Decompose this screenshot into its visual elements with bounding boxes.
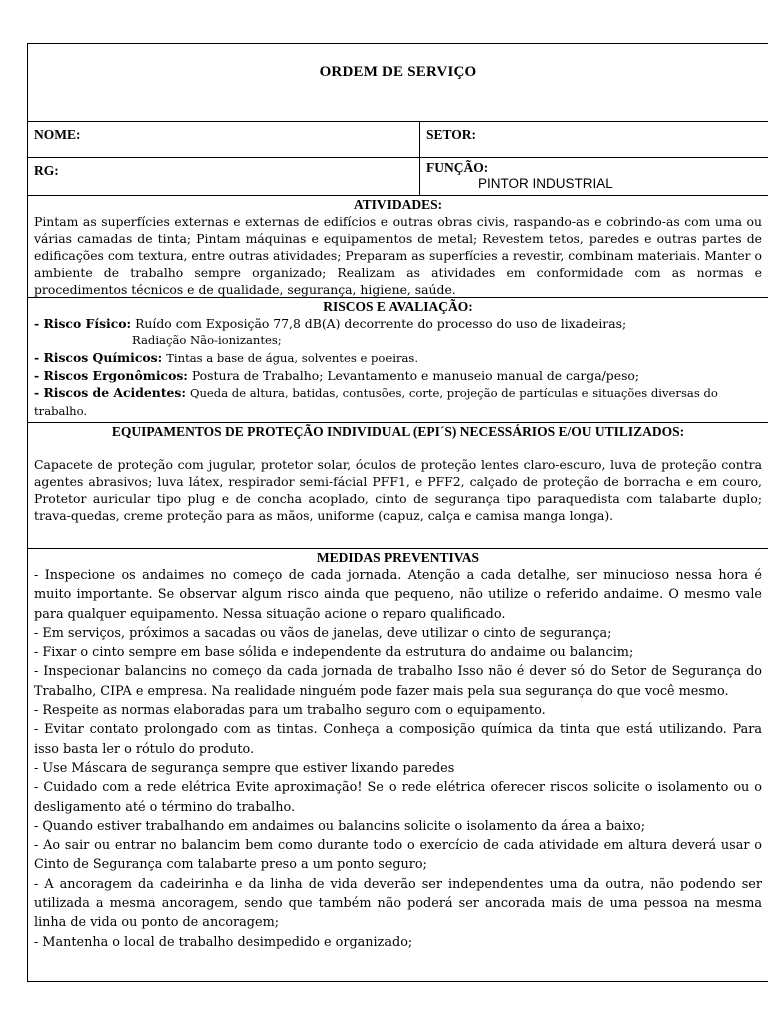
physical-risk-text: Ruído com Exposição 77,8 dB(A) decorrente do processo do uso de lixadeiras;: [135, 316, 627, 331]
function-cell: [420, 158, 768, 195]
activities-section: [28, 196, 768, 298]
function-value: PINTOR INDUSTRIAL: [478, 176, 613, 191]
list-item: - Evitar contato prolongado com as tintas. Conheça a composição química da tinta que está utilizando. Para isso basta ler o rótulo do produto.: [34, 722, 762, 757]
risks-list: [28, 315, 768, 420]
risks-heading: RISCOS E AVALIAÇÃO:: [323, 299, 473, 314]
activities-text: Pintam as superfícies externas e externas de edifícios e outras obras civis, raspando-as e cobrindo-as com uma ou várias camadas de tinta; Pintam máquinas e equipamentos de metal; Revestem tetos, paredes e outras partes de edificações com textura, entre outras atividades; Preparam as superfícies a revestir, combinam materiais. Manter o ambiente de trabalho sempre organizado; Realizam as atividades em conformidade com as normas e procedimentos técnicos e de qualidade, segurança, higiene, saúde.: [34, 214, 762, 297]
page-title: ORDEM DE SERVIÇO: [319, 64, 477, 80]
service-order-form: [27, 43, 768, 982]
sector-cell: [420, 122, 768, 157]
accident-risk-text: Queda de altura, batidas, contusões, corte, projeção de partículas e situações diversas do trabalho.: [34, 386, 718, 418]
list-item: - Inspecione os andaimes no começo de cada jornada. Atenção a cada detalhe, ser minucioso nessa hora é muito importante. Se observar algum risco ainda que pequeno, não utilize o referido andaime. O mesmo vale para qualquer equipamento. Nessa situação acione o reparo qualificado.: [34, 568, 762, 622]
chemical-risk: [34, 349, 762, 367]
sector-label: SETOR:: [426, 127, 477, 142]
preventive-measures-section: [28, 549, 768, 981]
list-item: - Ao sair ou entrar no balancim bem como durante todo o exercício de cada atividade em altura deverá usar o Cinto de Segurança com talabarte preso a um ponto seguro;: [34, 838, 762, 873]
physical-risk-extra: Radiação Não-ionizantes;: [132, 333, 282, 347]
physical-risk: [34, 315, 762, 332]
chemical-risk-text: Tintas a base de água, solventes e poeiras.: [166, 351, 419, 365]
list-item: - Mantenha o local de trabalho desimpedido e organizado;: [34, 934, 413, 950]
risks-section: [28, 298, 768, 423]
title-section: [28, 44, 768, 122]
function-label: FUNÇÃO:: [426, 160, 489, 175]
rg-cell: [28, 158, 420, 195]
activities-heading: ATIVIDADES:: [353, 197, 443, 212]
ergonomic-risk-text: Postura de Trabalho; Levantamento e manuseio manual de carga/peso;: [191, 368, 640, 383]
chemical-risk-label: - Riscos Químicos:: [34, 350, 163, 365]
name-cell: [28, 122, 420, 157]
preventive-measures-heading: MEDIDAS PREVENTIVAS: [316, 550, 480, 565]
list-item: - Fixar o cinto sempre em base sólida e independente da estrutura do andaime ou balancim;: [34, 645, 634, 661]
ppe-heading: EQUIPAMENTOS DE PROTEÇÃO INDIVIDUAL (EPI´S) NECESSÁRIOS E/OU UTILIZADOS:: [111, 424, 685, 439]
list-item: - Respeite as normas elaboradas para um trabalho seguro com o equipamento.: [34, 703, 546, 719]
list-item: - Em serviços, próximos a sacadas ou vãos de janelas, deve utilizar o cinto de segurança;: [34, 625, 612, 641]
name-sector-row: [28, 122, 768, 158]
ergonomic-risk: [34, 367, 762, 384]
ergonomic-risk-label: - Riscos Ergonômicos:: [34, 368, 188, 383]
list-item: - Quando estiver trabalhando em andaimes ou balancins solicite o isolamento da área a baixo;: [34, 818, 646, 834]
ppe-section: [28, 423, 768, 549]
preventive-measures-list: [28, 566, 768, 952]
list-item: - A ancoragem da cadeirinha e da linha de vida deverão ser independentes uma da outra, não podendo ser utilizada a mesma ancoragem, sendo que também não poderá ser ancorada mais de uma pessoa na mesma linha de vida ou ponto de ancoragem;: [34, 876, 762, 931]
rg-function-row: [28, 158, 768, 196]
list-item: - Use Máscara de segurança sempre que estiver lixando paredes: [34, 760, 455, 776]
name-label: NOME:: [34, 127, 81, 142]
accident-risk: [34, 384, 762, 420]
list-item: - Cuidado com a rede elétrica Evite aproximação! Se o rede elétrica oferecer riscos solicite o isolamento ou o desligamento até o término do trabalho.: [34, 780, 762, 815]
accident-risk-label: - Riscos de Acidentes:: [34, 385, 186, 400]
ppe-text: Capacete de proteção com jugular, protetor solar, óculos de proteção lentes claro-escuro, luva de proteção contra agentes abrasivos; luva látex, respirador semi-fácial PFF1, e PFF2, calçado de proteção de borracha e em couro, Protetor auricular tipo plug e de concha acoplado, cinto de segurança tipo paraquedista com talabarte duplo; trava-quedas, creme proteção para as mãos, uniforme (capuz, calça e camisa manga longa).: [34, 457, 762, 523]
list-item: - Inspecionar balancins no começo da cada jornada de trabalho Isso não é dever só do Setor de Segurança do Trabalho, CIPA e empresa. Na realidade ninguém pode fazer mais pela sua segurança do que você mesmo.: [34, 664, 762, 699]
rg-label: RG:: [34, 163, 59, 178]
physical-risk-label: - Risco Físico:: [34, 316, 132, 331]
